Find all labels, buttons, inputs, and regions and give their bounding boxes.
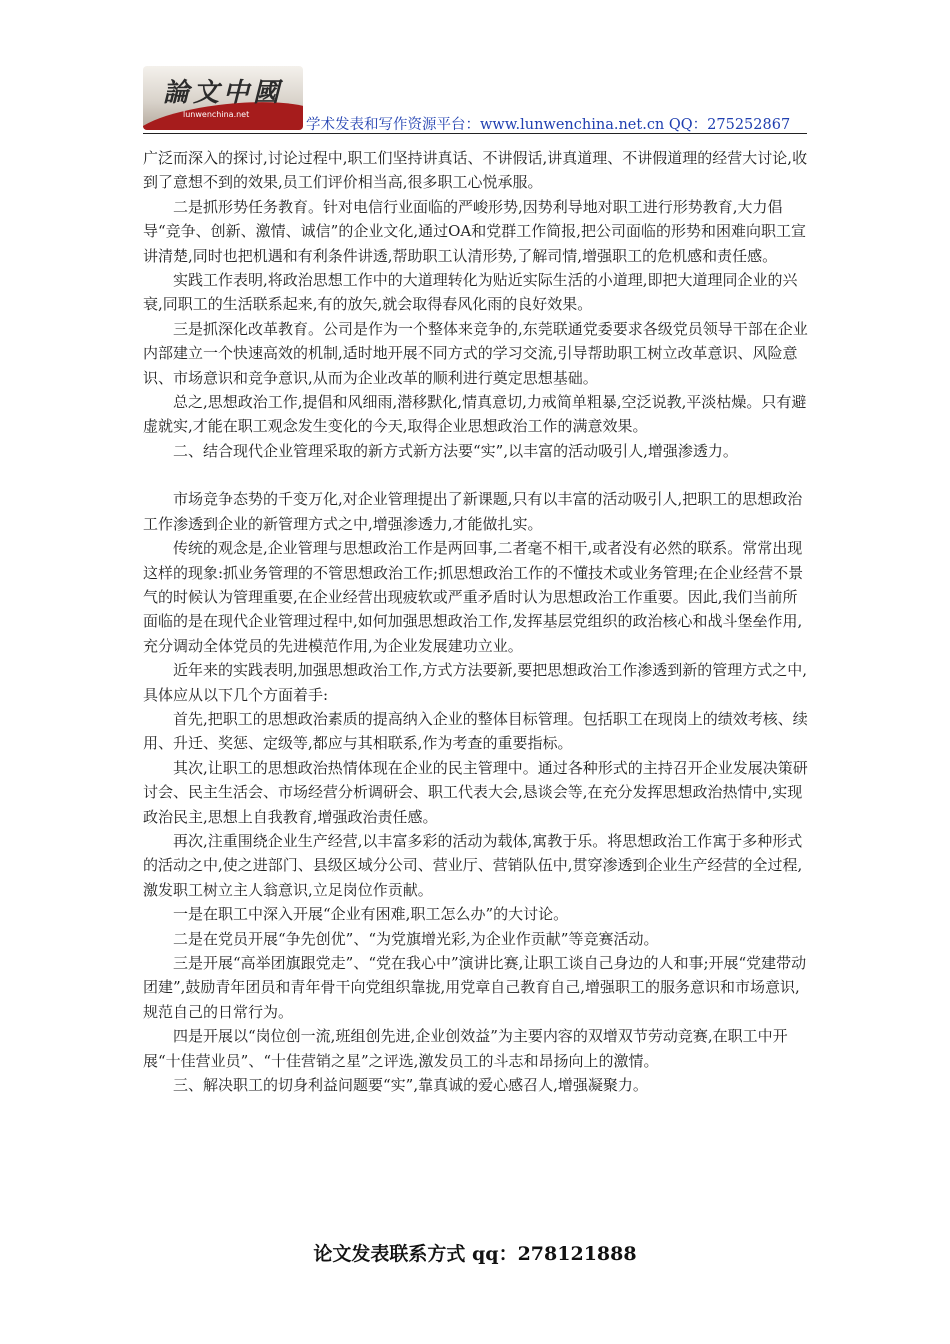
- page-header: [143, 66, 807, 136]
- logo-text: 論文中國: [163, 78, 284, 108]
- section-heading: 二、结合现代企业管理采取的新方式新方法要“实”,以丰富的活动吸引人,增强渗透力。: [173, 441, 738, 460]
- paragraph: 其次,让职工的思想政治热情体现在企业的民主管理中。通过各种形式的主持召开企业发展决策研讨会、民主生活会、市场经营分析调研会、职工代表大会,恳谈会等,在充分发挥思想政治热情中,实现政治民主,思想上自我教育,增强政治责任感。: [143, 758, 808, 826]
- header-rule: [143, 133, 807, 134]
- header-tagline: 学术发表和写作资源平台：www.lunwenchina.net.cn QQ：275252867: [306, 117, 791, 133]
- paragraph: 四是开展以“岗位创一流,班组创先进,企业创效益”为主要内容的双增双节劳动竞赛,在职工中开展“十佳营业员”、“十佳营销之星”之评选,激发员工的斗志和昂扬向上的激情。: [143, 1027, 788, 1070]
- paragraph: 三是抓深化改革教育。公司是作为一个整体来竞争的,东莞联通党委要求各级党员领导干部在企业内部建立一个快速高效的机制,适时地开展不同方式的学习交流,引导帮助职工树立改革意识、风险意识、市场意识和竞争意识,从而为企业改革的顺利进行奠定思想基础。: [143, 319, 808, 387]
- section-heading: 三、解决职工的切身利益问题要“实”,靠真诚的爱心感召人,增强凝聚力。: [173, 1076, 648, 1095]
- paragraph: 近年来的实践表明,加强思想政治工作,方式方法要新,要把思想政治工作渗透到新的管理方式之中,具体应从以下几个方面着手:: [143, 661, 808, 704]
- paragraph: 首先,把职工的思想政治素质的提高纳入企业的整体目标管理。包括职工在现岗上的绩效考核、续用、升迁、奖惩、定级等,都应与其相联系,作为考查的重要指标。: [143, 709, 808, 753]
- paragraph: 一是在职工中深入开展“企业有困难,职工怎么办”的大讨论。: [173, 905, 569, 924]
- document-body: [143, 146, 811, 1097]
- paragraph: 市场竞争态势的千变万化,对企业管理提出了新课题,只有以丰富的活动吸引人,把职工的思想政治工作渗透到企业的新管理方式之中,增强渗透力,才能做扎实。: [143, 490, 803, 533]
- paragraph: 三是开展“高举团旗跟党走”、“党在我心中”演讲比赛,让职工谈自己身边的人和事;开展“党建带动团建”,鼓励青年团员和青年骨干向党组织靠拢,用党章自己教育自己,增强职工的服务意识和市场意识,规范自己的日常行为。: [143, 954, 807, 1021]
- footer-contact: 论文发表联系方式 qq：278121888: [313, 1243, 637, 1265]
- paragraph: 总之,思想政治工作,提倡和风细雨,潜移默化,情真意切,力戒简单粗暴,空泛说教,平淡枯燥。只有避虚就实,才能在职工观念发生变化的今天,取得企业思想政治工作的满意效果。: [143, 393, 807, 436]
- paragraph: 二是在党员开展“争先创优”、“为党旗增光彩,为企业作贡献”等竞赛活动。: [173, 929, 659, 948]
- logo-url: lunwenchina.net: [183, 110, 250, 119]
- blank-line: [143, 463, 811, 487]
- paragraph: 实践工作表明,将政治思想工作中的大道理转化为贴近实际生活的小道理,即把大道理同企业的兴衰,同职工的生活联系起来,有的放矢,就会取得春风化雨的良好效果。: [143, 271, 798, 314]
- site-logo[interactable]: [143, 66, 303, 130]
- paragraph: 再次,注重围绕企业生产经营,以丰富多彩的活动为载体,寓教于乐。将思想政治工作寓于多种形式的活动之中,使之进部门、县级区域分公司、营业厅、营销队伍中,贯穿渗透到企业生产经营的全过程,激发职工树立主人翁意识,立足岗位作贡献。: [143, 831, 803, 899]
- paragraph: 二是抓形势任务教育。针对电信行业面临的严峻形势,因势利导地对职工进行形势教育,大力倡导“竞争、创新、激情、诚信”的企业文化,通过OA和党群工作简报,把公司面临的形势和困难向职工宣讲清楚,同时也把机遇和有利条件讲透,帮助职工认清形势,了解司情,增强职工的危机感和责任感。: [143, 197, 807, 265]
- paragraph: 广泛而深入的探讨,讨论过程中,职工们坚持讲真话、不讲假话,讲真道理、不讲假道理的经营大讨论,收到了意想不到的效果,员工们评价相当高,很多职工心悦承服。: [143, 149, 808, 192]
- paragraph: 传统的观念是,企业管理与思想政治工作是两回事,二者毫不相干,或者没有必然的联系。常常出现这样的现象:抓业务管理的不管思想政治工作;抓思想政治工作的不懂技术或业务管理;在企业经营不景气的时候认为管理重要,在企业经营出现疲软或严重矛盾时认为思想政治工作重要。因此,我们当前所面临的是在现代企业管理过程中,如何加强思想政治工作,发挥基层党组织的政治核心和战斗堡垒作用,充分调动全体党员的先进模范作用,为企业发展建功立业。: [143, 539, 804, 655]
